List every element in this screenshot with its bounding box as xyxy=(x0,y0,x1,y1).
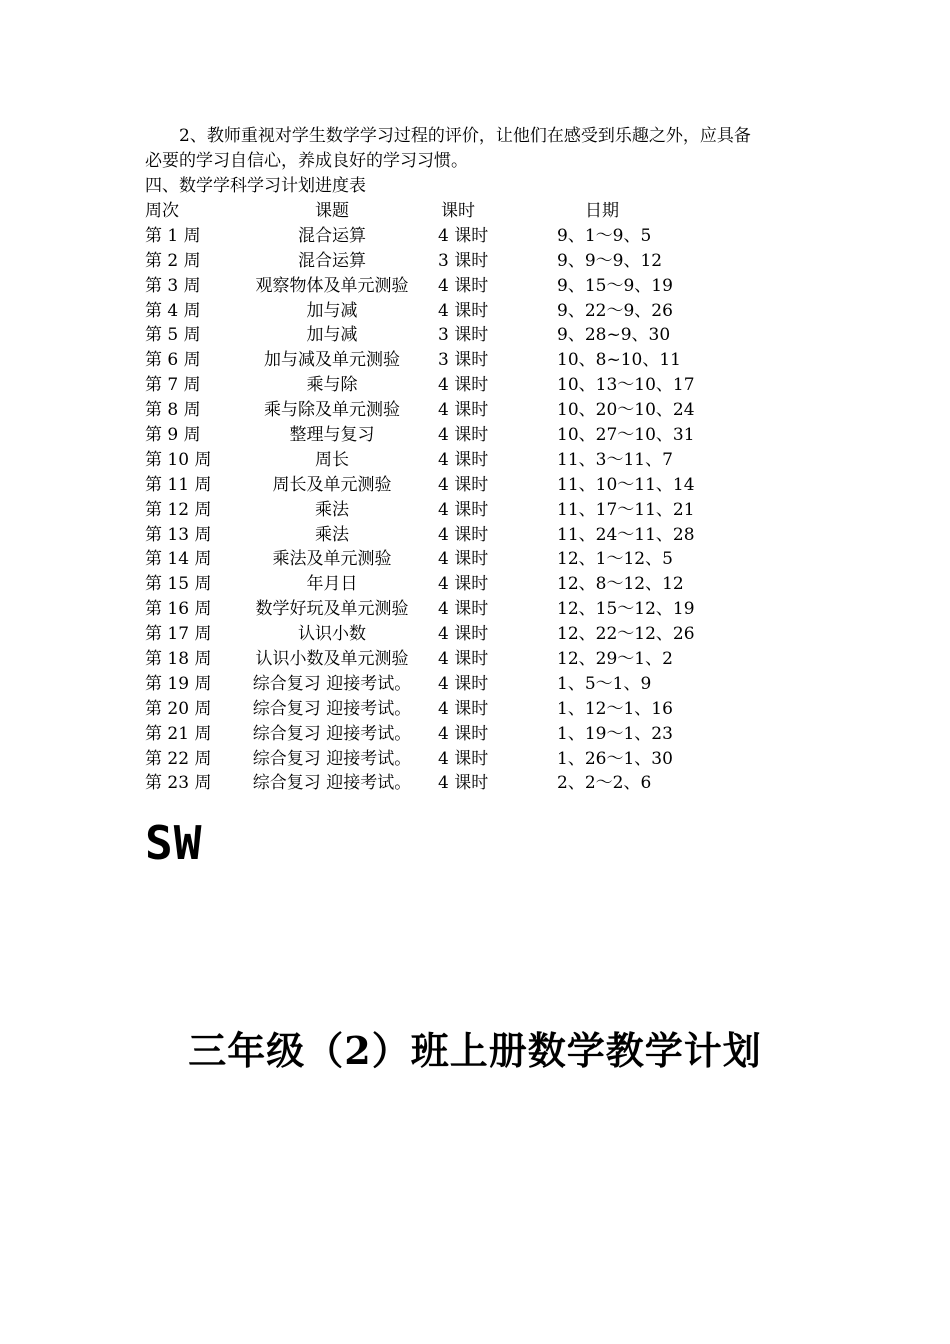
row-hours: 4 课时 xyxy=(438,400,489,421)
row-date: 1、5～1、9 xyxy=(557,673,652,694)
row-week: 第 8 周 xyxy=(145,400,201,421)
row-topic: 数学好玩及单元测验 xyxy=(255,599,409,620)
row-week: 第 10 周 xyxy=(145,449,212,470)
row-hours: 3 课时 xyxy=(438,250,489,271)
row-date: 11、10～11、14 xyxy=(557,474,695,495)
schedule-table xyxy=(145,199,765,796)
schedule-body xyxy=(145,224,765,796)
row-hours: 4 课时 xyxy=(438,474,489,495)
row-week: 第 9 周 xyxy=(145,425,201,446)
row-topic: 加与减及单元测验 xyxy=(264,350,400,371)
row-date: 12、1～12、5 xyxy=(557,549,673,570)
paragraph-line-1: 2、教师重视对学生数学学习过程的评价，让他们在感受到乐趣之外，应具备 xyxy=(179,126,751,146)
row-hours: 4 课时 xyxy=(438,524,489,545)
row-hours: 4 课时 xyxy=(438,673,489,694)
paragraph-line-2: 必要的学习自信心，养成良好的学习习惯。 xyxy=(145,151,468,171)
row-week: 第 22 周 xyxy=(145,748,212,769)
row-topic: 乘法 xyxy=(315,499,349,520)
table-row xyxy=(145,473,765,498)
row-week: 第 18 周 xyxy=(145,649,212,670)
row-week: 第 11 周 xyxy=(145,474,212,495)
row-date: 12、29～1、2 xyxy=(557,649,673,670)
row-hours: 3 课时 xyxy=(438,325,489,346)
header-date: 日期 xyxy=(585,201,619,221)
row-hours: 4 课时 xyxy=(438,723,489,744)
row-hours: 4 课时 xyxy=(438,300,489,321)
row-topic: 综合复习 迎接考试。 xyxy=(252,723,412,744)
row-date: 9、22～9、26 xyxy=(557,300,673,321)
row-hours: 4 课时 xyxy=(438,275,489,296)
row-hours: 4 课时 xyxy=(438,425,489,446)
row-topic: 综合复习 迎接考试。 xyxy=(252,698,412,719)
header-week: 周次 xyxy=(145,201,179,221)
row-topic: 加与减 xyxy=(306,325,358,346)
row-date: 1、19～1、23 xyxy=(557,723,673,744)
row-hours: 4 课时 xyxy=(438,624,489,645)
table-row xyxy=(145,274,765,299)
row-week: 第 20 周 xyxy=(145,698,212,719)
row-date: 10、27～10、31 xyxy=(557,425,695,446)
table-row xyxy=(145,771,765,796)
row-hours: 4 课时 xyxy=(438,499,489,520)
header-hours: 课时 xyxy=(441,201,475,221)
header-topic: 课题 xyxy=(315,201,349,221)
row-week: 第 17 周 xyxy=(145,624,212,645)
row-date: 10、8~10、11 xyxy=(557,350,681,371)
table-row xyxy=(145,547,765,572)
row-date: 12、22～12、26 xyxy=(557,624,695,645)
table-row xyxy=(145,523,765,548)
row-hours: 4 课时 xyxy=(438,698,489,719)
schedule-header-row xyxy=(145,199,765,224)
table-row xyxy=(145,224,765,249)
row-date: 12、8～12、12 xyxy=(557,574,684,595)
document-title: 三年级（2）班上册数学教学计划 xyxy=(188,1028,762,1073)
row-hours: 3 课时 xyxy=(438,350,489,371)
row-topic: 乘与除 xyxy=(306,375,358,396)
row-topic: 观察物体及单元测验 xyxy=(255,275,409,296)
row-date: 11、17～11、21 xyxy=(557,499,695,520)
row-topic: 乘与除及单元测验 xyxy=(264,400,400,421)
table-row xyxy=(145,697,765,722)
table-row xyxy=(145,498,765,523)
table-row xyxy=(145,597,765,622)
row-week: 第 6 周 xyxy=(145,350,201,371)
table-row xyxy=(145,647,765,672)
row-week: 第 4 周 xyxy=(145,300,201,321)
row-date: 11、3～11、7 xyxy=(557,449,673,470)
row-date: 10、13～10、17 xyxy=(557,375,695,396)
row-topic: 综合复习 迎接考试。 xyxy=(252,748,412,769)
row-hours: 4 课时 xyxy=(438,375,489,396)
row-week: 第 16 周 xyxy=(145,599,212,620)
table-row xyxy=(145,323,765,348)
row-hours: 4 课时 xyxy=(438,649,489,670)
row-week: 第 15 周 xyxy=(145,574,212,595)
row-topic: 认识小数 xyxy=(298,624,366,645)
row-topic: 年月日 xyxy=(306,574,358,595)
table-row xyxy=(145,423,765,448)
row-topic: 综合复习 迎接考试。 xyxy=(252,773,412,794)
row-hours: 4 课时 xyxy=(438,574,489,595)
table-row xyxy=(145,722,765,747)
row-date: 9、1～9、5 xyxy=(557,225,652,246)
row-date: 9、15～9、19 xyxy=(557,275,673,296)
row-hours: 4 课时 xyxy=(438,773,489,794)
row-hours: 4 课时 xyxy=(438,549,489,570)
row-topic: 整理与复习 xyxy=(289,425,375,446)
row-week: 第 5 周 xyxy=(145,325,201,346)
evaluation-paragraph xyxy=(145,124,825,174)
row-hours: 4 课时 xyxy=(438,748,489,769)
table-row xyxy=(145,672,765,697)
row-topic: 混合运算 xyxy=(298,250,366,271)
row-week: 第 1 周 xyxy=(145,225,201,246)
row-topic: 认识小数及单元测验 xyxy=(255,649,409,670)
row-week: 第 13 周 xyxy=(145,524,212,545)
row-topic: 混合运算 xyxy=(298,225,366,246)
table-row xyxy=(145,249,765,274)
watermark-text: SW xyxy=(145,816,203,870)
row-date: 10、20～10、24 xyxy=(557,400,695,421)
table-row xyxy=(145,348,765,373)
row-topic: 加与减 xyxy=(306,300,358,321)
row-week: 第 12 周 xyxy=(145,499,212,520)
row-date: 2、2～2、6 xyxy=(557,773,652,794)
row-date: 1、26～1、30 xyxy=(557,748,673,769)
table-row xyxy=(145,622,765,647)
row-topic: 乘法及单元测验 xyxy=(272,549,392,570)
row-date: 11、24～11、28 xyxy=(557,524,695,545)
table-row xyxy=(145,572,765,597)
table-row xyxy=(145,373,765,398)
row-topic: 周长 xyxy=(315,449,349,470)
row-hours: 4 课时 xyxy=(438,599,489,620)
row-week: 第 7 周 xyxy=(145,375,201,396)
table-row xyxy=(145,398,765,423)
table-row xyxy=(145,448,765,473)
table-row xyxy=(145,299,765,324)
row-date: 9、9～9、12 xyxy=(557,250,663,271)
row-hours: 4 课时 xyxy=(438,225,489,246)
row-week: 第 19 周 xyxy=(145,673,212,694)
row-date: 1、12～1、16 xyxy=(557,698,673,719)
row-topic: 周长及单元测验 xyxy=(272,474,392,495)
row-week: 第 3 周 xyxy=(145,275,201,296)
row-topic: 综合复习 迎接考试。 xyxy=(252,673,412,694)
row-week: 第 2 周 xyxy=(145,250,201,271)
row-hours: 4 课时 xyxy=(438,449,489,470)
row-week: 第 21 周 xyxy=(145,723,212,744)
row-date: 9、28~9、30 xyxy=(557,325,671,346)
section-heading: 四、数学学科学习计划进度表 xyxy=(145,176,366,196)
row-topic: 乘法 xyxy=(315,524,349,545)
row-week: 第 14 周 xyxy=(145,549,212,570)
row-date: 12、15～12、19 xyxy=(557,599,695,620)
row-week: 第 23 周 xyxy=(145,773,212,794)
table-row xyxy=(145,747,765,772)
